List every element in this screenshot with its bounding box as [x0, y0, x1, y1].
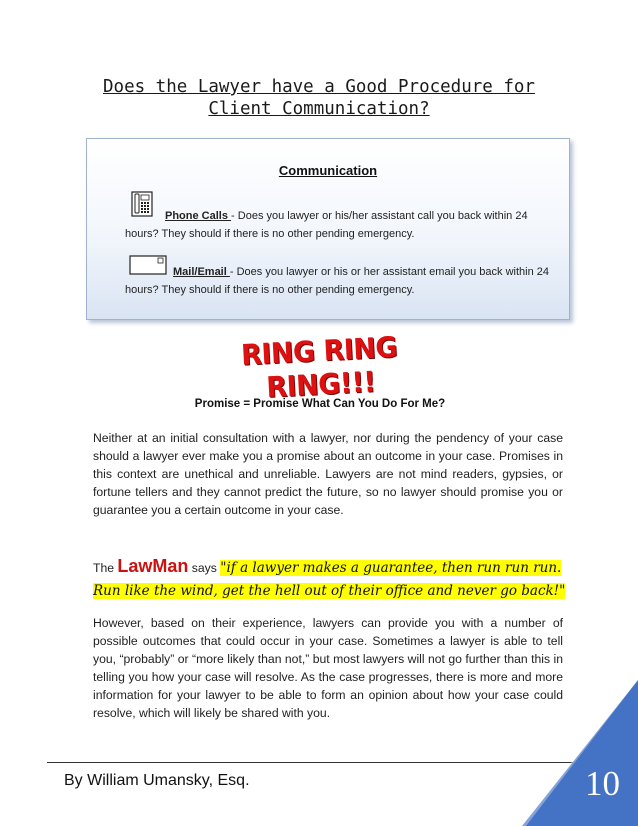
phone-calls-label: Phone Calls — [165, 210, 232, 222]
lawman-prefix: The — [93, 561, 118, 575]
communication-box — [86, 138, 570, 320]
comm-item-phone — [125, 207, 555, 243]
page-corner-triangle — [522, 680, 638, 826]
lawman-quote: "if a lawyer makes a guarantee, then run run run. Run like the wind, get the hell out of their office and never go back!" — [93, 560, 566, 599]
lawman-quote-line — [93, 555, 573, 603]
mail-email-label: Mail/Email — [173, 266, 230, 278]
page-number: 10 — [585, 764, 620, 803]
page-title — [60, 76, 578, 120]
footer-author: By William Umansky, Esq. — [64, 772, 250, 789]
paragraph-outcomes: However, based on their experience, lawyers can provide you with a number of possible outcomes that could occur in your case. Sometimes a lawyer is able to tell you, “probably” or “more likely than not,” but most lawyers will not go further than this in telling you how your case will resolve. As the case progresses, there is more and more information for your lawyer to be able to form an opinion about how your case could resolve, which will likely be shared with you. — [93, 616, 563, 720]
footer-divider — [47, 762, 577, 763]
promise-heading: Promise = Promise What Can You Do For Me? — [194, 398, 446, 410]
mail-email-text: Does you lawyer or his or her assistant email you back within 24 hours? They should if there is no other pending emergency. — [125, 266, 550, 296]
mail-email-separator: - — [229, 266, 237, 278]
lawman-says: says — [188, 561, 221, 575]
ring-ring-text: RING RING RING!!! — [240, 331, 398, 405]
lawman-name: LawMan — [117, 556, 189, 576]
page-title-line-1: Does the Lawyer have a Good Procedure for — [103, 77, 535, 97]
paragraph-promises: Neither at an initial consultation with a lawyer, nor during the pendency of your case should a lawyer ever make you a promise about an outcome in your case. Promises in this context are unethical and unreliable. Lawyers are not mind readers, gypsies, or fortune tellers and they cannot predict the future, so no lawyer should promise you or guarantee you a certain outcome in your case. — [93, 431, 563, 517]
communication-heading: Communication — [278, 163, 378, 178]
page-title-line-2: Client Communication? — [208, 99, 430, 119]
comm-item-mail — [125, 263, 555, 299]
phone-calls-text: Does you lawyer or his/her assistant call you back within 24 hours? They should if there is no other pending emergency. — [125, 210, 528, 240]
phone-calls-separator: - — [231, 210, 238, 222]
